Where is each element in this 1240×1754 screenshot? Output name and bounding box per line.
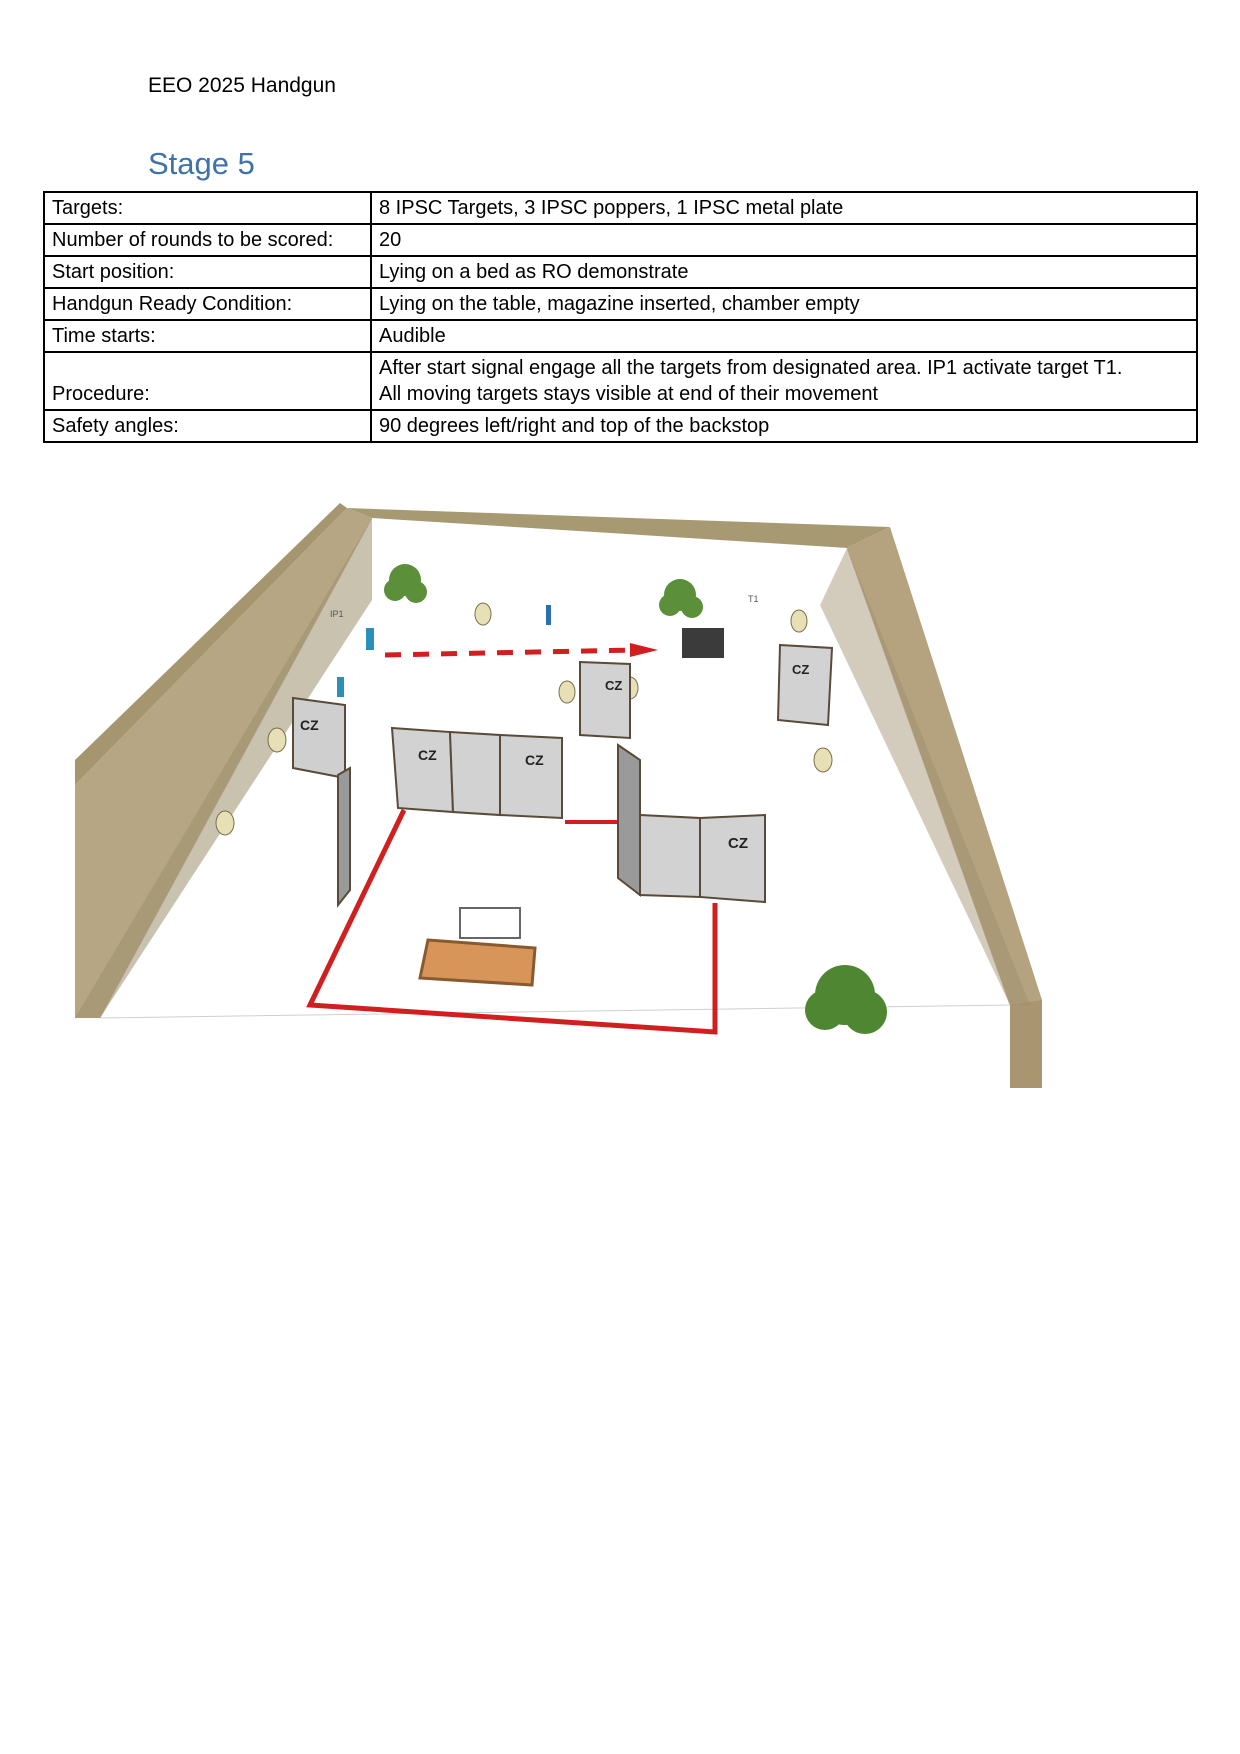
right-berm-front xyxy=(1010,1000,1042,1088)
row-label-time-starts: Time starts: xyxy=(44,320,371,352)
target-icon xyxy=(814,748,832,772)
t1-metal-plate-stand xyxy=(682,628,724,658)
procedure-line-1: After start signal engage all the targets from designated area. IP1 activate target T1. xyxy=(379,357,1123,379)
row-label-targets: Targets: xyxy=(44,192,371,224)
document-header: EEO 2025 Handgun xyxy=(148,74,336,97)
table-row xyxy=(44,288,1197,320)
wall-panel xyxy=(293,698,345,778)
brand-label: CZ xyxy=(605,678,623,693)
ip1-activator xyxy=(366,628,374,650)
row-label-start-position: Start position: xyxy=(44,256,371,288)
label-t1: T1 xyxy=(748,594,759,604)
wall-panel xyxy=(580,662,630,738)
target-icon xyxy=(791,610,807,632)
target-icon xyxy=(268,728,286,752)
gun-table xyxy=(460,908,520,938)
brand-label: CZ xyxy=(728,835,748,852)
table-row xyxy=(44,192,1197,224)
start-bed xyxy=(420,940,535,985)
stage-info-table xyxy=(43,191,1198,443)
row-label-procedure: Procedure: xyxy=(44,352,371,410)
brand-label: CZ xyxy=(792,662,810,677)
row-value-start-position: Lying on a bed as RO demonstrate xyxy=(371,256,1197,288)
row-label-ready-condition: Handgun Ready Condition: xyxy=(44,288,371,320)
wall-panel xyxy=(778,645,832,725)
row-value-procedure xyxy=(371,352,1197,410)
popper-icon xyxy=(546,605,551,625)
stage-layout-diagram xyxy=(60,470,1050,1100)
wall-panel xyxy=(392,728,562,818)
table-row xyxy=(44,410,1197,442)
table-row xyxy=(44,256,1197,288)
row-value-ready-condition: Lying on the table, magazine inserted, chamber empty xyxy=(371,288,1197,320)
brand-label: CZ xyxy=(418,747,437,763)
target-icon xyxy=(559,681,575,703)
row-label-rounds: Number of rounds to be scored: xyxy=(44,224,371,256)
wall-panel xyxy=(338,768,350,905)
row-value-time-starts: Audible xyxy=(371,320,1197,352)
row-value-safety-angles: 90 degrees left/right and top of the backstop xyxy=(371,410,1197,442)
row-value-rounds: 20 xyxy=(371,224,1197,256)
procedure-line-2: All moving targets stays visible at end of their movement xyxy=(379,383,879,405)
popper-icon xyxy=(337,677,344,697)
row-value-targets: 8 IPSC Targets, 3 IPSC poppers, 1 IPSC metal plate xyxy=(371,192,1197,224)
brand-label: CZ xyxy=(525,752,544,768)
brand-label: CZ xyxy=(300,717,319,733)
label-ip1: IP1 xyxy=(330,609,344,619)
row-label-safety-angles: Safety angles: xyxy=(44,410,371,442)
table-row xyxy=(44,352,1197,410)
target-icon xyxy=(216,811,234,835)
table-row xyxy=(44,224,1197,256)
target-icon xyxy=(475,603,491,625)
table-row xyxy=(44,320,1197,352)
stage-title: Stage 5 xyxy=(148,146,255,181)
